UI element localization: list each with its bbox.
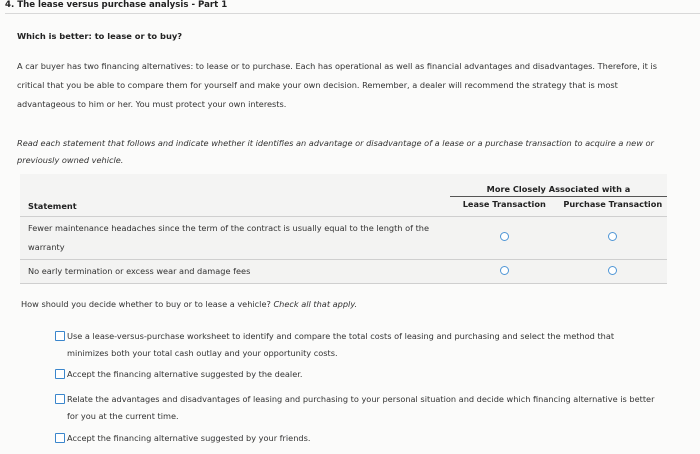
intro-paragraph: A car buyer has two financing alternatives: to lease or to purchase. Each has operational as well as financial advantages and disadvantages. Therefore, it is critical that you be able to compare them for yourself and make your own decision. Remember, a dealer will recommend the strategy that is most advantageous to him or her. You must protect your own interests. [17,61,658,109]
option-checkbox[interactable] [55,394,65,404]
option-label: Accept the financing alternative suggested by your friends. [67,433,311,443]
purchase-column-header: Purchase Transaction [563,198,663,209]
question-text: How should you decide whether to buy or to lease a vehicle? [21,299,271,309]
lease-radio-button[interactable] [500,232,509,241]
statement-text: No early termination or excess wear and damage fees [20,259,450,283]
lease-purchase-table [20,174,667,284]
answer-option[interactable] [55,366,655,383]
answer-option[interactable] [55,391,655,425]
page-heading: 4. The lease versus purchase analysis - Part 1 [5,0,700,14]
section-title: Which is better: to lease or to buy? [17,31,183,41]
option-checkbox[interactable] [55,331,65,341]
question-prompt [21,299,357,309]
question-hint: Check all that apply. [273,299,358,309]
lease-radio-button[interactable] [500,266,509,275]
answer-option[interactable] [55,328,655,362]
option-checkbox[interactable] [55,433,65,443]
lease-column-header: Lease Transaction [462,198,546,209]
statement-column-header: Statement [20,174,450,216]
instructions-text: Read each statement that follows and indicate whether it identifies an advantage or disadvantage of a lease or a purchase transaction to acquire a new or previously owned vehicle. [17,138,654,165]
purchase-radio-button[interactable] [608,232,617,241]
table-row [20,259,667,283]
option-checkbox[interactable] [55,369,65,379]
association-group-header: More Closely Associated with a [450,181,667,197]
statement-text: Fewer maintenance headaches since the term of the contract is usually equal to the length of the warranty [20,216,450,259]
option-label: Relate the advantages and disadvantages of leasing and purchasing to your personal situation and decide which financing alternative is better for you at the current time. [67,394,655,421]
table-row [20,216,667,259]
option-label: Accept the financing alternative suggested by the dealer. [67,369,303,379]
purchase-radio-button[interactable] [608,266,617,275]
option-label: Use a lease-versus-purchase worksheet to identify and compare the total costs of leasing and purchasing and select the method that minimizes both your total cash outlay and your opportunity costs. [67,331,615,358]
association-column-group [450,174,667,216]
answer-option[interactable] [55,430,655,447]
